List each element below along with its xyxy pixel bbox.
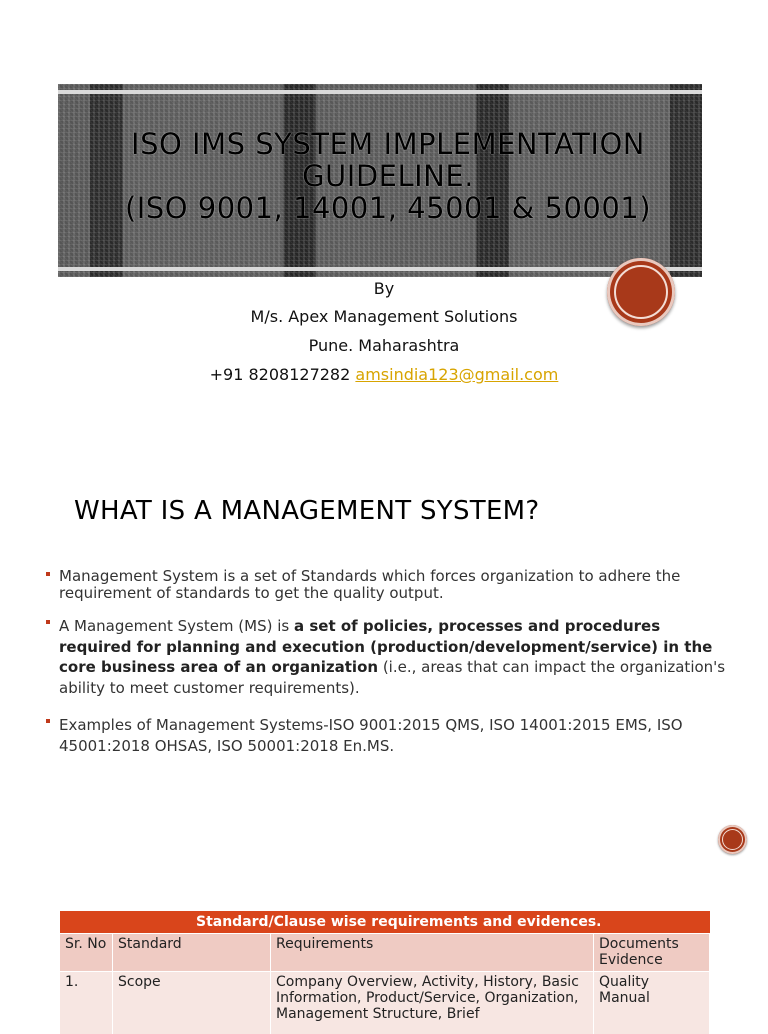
by-label: By	[0, 279, 768, 299]
header-requirements: Requirements	[271, 934, 594, 972]
title-line-2: GUIDELINE.	[58, 160, 718, 192]
bullet-item-3	[46, 715, 736, 756]
banner-bottom-stripe	[58, 267, 702, 271]
contact-line	[0, 365, 768, 385]
email-link[interactable]: amsindia123@gmail.com	[355, 365, 558, 384]
requirements-table	[60, 911, 710, 1034]
title-line-1: ISO IMS SYSTEM IMPLEMENTATION	[58, 128, 718, 160]
bullet-marker-icon	[46, 572, 50, 576]
header-documents-evidence: Documents Evidence	[594, 934, 710, 972]
phone-number: +91 8208127282	[210, 365, 351, 384]
bullet-text-1: Management System is a set of Standards which forces organization to adhere the requirement of standards to get the quality output.	[59, 568, 736, 602]
bullet-2-bold: a set of policies, processes and procedures required for planning and execution (production/development/service) in the core business area of an organization	[59, 617, 712, 676]
bullet-item-2	[46, 616, 736, 698]
bullet-marker-icon	[46, 719, 50, 723]
decorative-seal-small-icon	[718, 825, 747, 854]
cell-standard: Scope	[113, 972, 271, 1034]
table-row	[60, 972, 710, 1034]
title-line-3: (ISO 9001, 14001, 45001 & 50001)	[58, 192, 718, 224]
table-caption: Standard/Clause wise requirements and evidences.	[60, 911, 710, 934]
header-standard: Standard	[113, 934, 271, 972]
cell-documents-evidence: Quality Manual	[594, 972, 710, 1034]
slide-title	[58, 128, 718, 224]
bullet-item-1	[46, 568, 736, 602]
table-header-row	[60, 934, 710, 972]
bullet-text-3: Examples of Management Systems-ISO 9001:2015 QMS, ISO 14001:2015 EMS, ISO 45001:2018 OHSAS, ISO 50001:2018 En.MS.	[59, 715, 736, 756]
cell-requirements: Company Overview, Activity, History, Basic Information, Product/Service, Organization, Management Structure, Brief	[271, 972, 594, 1034]
bullet-marker-icon	[46, 620, 50, 624]
cell-sr-no: 1.	[60, 972, 113, 1034]
bullet-2-suffix: (i.e., areas that can impact the organization's ability to meet customer requirements).	[59, 658, 725, 697]
header-sr-no: Sr. No	[60, 934, 113, 972]
section-heading: WHAT IS A MANAGEMENT SYSTEM?	[74, 496, 540, 526]
bullet-text-2	[59, 616, 736, 698]
company-location: Pune. Maharashtra	[0, 336, 768, 356]
bullet-2-prefix: A Management System (MS) is	[59, 617, 294, 635]
banner-top-stripe	[58, 90, 702, 94]
company-name: M/s. Apex Management Solutions	[0, 307, 768, 327]
